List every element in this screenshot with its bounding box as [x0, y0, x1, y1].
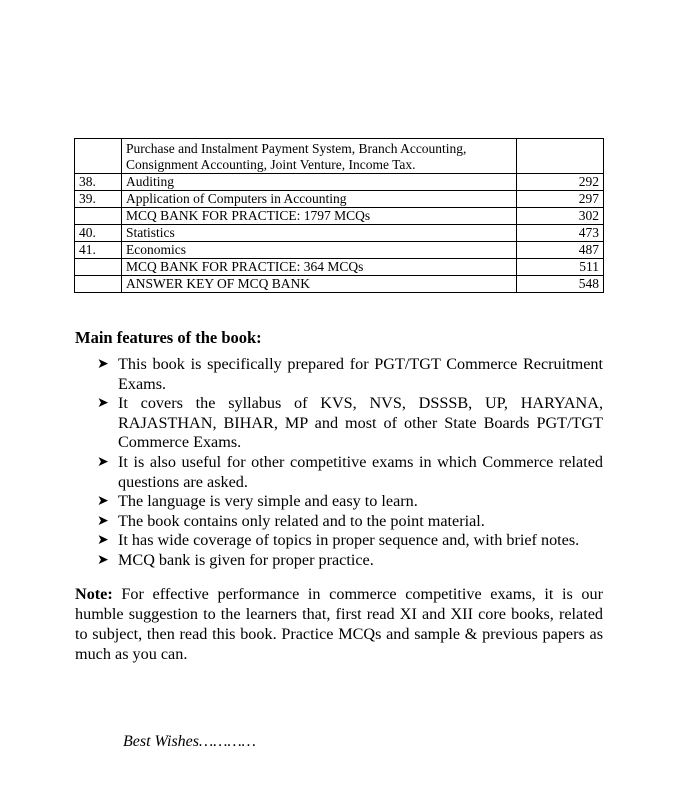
arrowhead-bullet-icon: ➤	[97, 396, 109, 412]
table-row	[75, 242, 604, 259]
list-item	[95, 492, 603, 512]
row-number: 38.	[75, 174, 122, 191]
list-item-text: It covers the syllabus of KVS, NVS, DSSSB, UP, HARYANA, RAJASTHAN, BIHAR, MP and most of other State Boards PGT/TGT Commerce Exams.	[118, 394, 603, 452]
list-item	[95, 394, 603, 453]
row-number: 40.	[75, 225, 122, 242]
table-row	[75, 208, 604, 225]
note-paragraph	[75, 584, 603, 664]
row-page: 487	[517, 242, 604, 259]
row-page	[517, 139, 604, 174]
contents-table	[74, 138, 604, 293]
arrowhead-bullet-icon: ➤	[97, 533, 109, 549]
note-label: Note:	[75, 585, 113, 603]
list-item	[95, 355, 603, 394]
row-page: 297	[517, 191, 604, 208]
row-title: MCQ BANK FOR PRACTICE: 1797 MCQs	[122, 208, 517, 225]
row-number	[75, 276, 122, 293]
row-page: 473	[517, 225, 604, 242]
row-title-line: Consignment Accounting, Joint Venture, Income Tax.	[126, 157, 416, 172]
row-title-line: Purchase and Instalment Payment System, Branch Accounting,	[126, 141, 467, 156]
row-number: 41.	[75, 242, 122, 259]
list-item-text: The language is very simple and easy to learn.	[118, 492, 418, 511]
row-number: 39.	[75, 191, 122, 208]
list-item-text: MCQ bank is given for proper practice.	[118, 550, 374, 569]
row-title: MCQ BANK FOR PRACTICE: 364 MCQs	[122, 259, 517, 276]
row-number	[75, 139, 122, 174]
arrowhead-bullet-icon: ➤	[97, 552, 109, 568]
row-title: Auditing	[122, 174, 517, 191]
list-item	[95, 512, 603, 532]
row-title: ANSWER KEY OF MCQ BANK	[122, 276, 517, 293]
list-item-text: It has wide coverage of topics in proper sequence and, with brief notes.	[118, 531, 580, 550]
table-row	[75, 174, 604, 191]
note-text: For effective performance in commerce competitive exams, it is our humble suggestion to the learners that, first read XI and XII core books, related to subject, then read this book. Practice MCQs and sample & previous papers as much as you can.	[75, 585, 603, 663]
table-row	[75, 225, 604, 242]
row-page: 511	[517, 259, 604, 276]
list-item-text: It is also useful for other competitive exams in which Commerce related questions are asked.	[118, 452, 603, 491]
features-heading: Main features of the book:	[75, 328, 262, 347]
table-row	[75, 259, 604, 276]
table-row	[75, 139, 604, 174]
row-title: Application of Computers in Accounting	[122, 191, 517, 208]
table-row	[75, 191, 604, 208]
row-page: 292	[517, 174, 604, 191]
list-item	[95, 531, 603, 551]
row-page: 302	[517, 208, 604, 225]
row-title: Economics	[122, 242, 517, 259]
closing-text: Best Wishes…………	[123, 733, 256, 750]
arrowhead-bullet-icon: ➤	[97, 494, 109, 510]
row-title: Statistics	[122, 225, 517, 242]
list-item	[95, 551, 603, 571]
list-item	[95, 453, 603, 492]
row-page: 548	[517, 276, 604, 293]
arrowhead-bullet-icon: ➤	[97, 357, 109, 372]
row-number	[75, 259, 122, 276]
arrowhead-bullet-icon: ➤	[97, 513, 109, 529]
list-item-text: This book is specifically prepared for PGT/TGT Commerce Recruitment Exams.	[118, 355, 603, 393]
arrowhead-bullet-icon: ➤	[97, 454, 109, 470]
row-number	[75, 208, 122, 225]
row-title	[122, 139, 517, 174]
table-row	[75, 276, 604, 293]
features-list	[95, 355, 603, 571]
list-item-text: The book contains only related and to the point material.	[118, 511, 485, 530]
